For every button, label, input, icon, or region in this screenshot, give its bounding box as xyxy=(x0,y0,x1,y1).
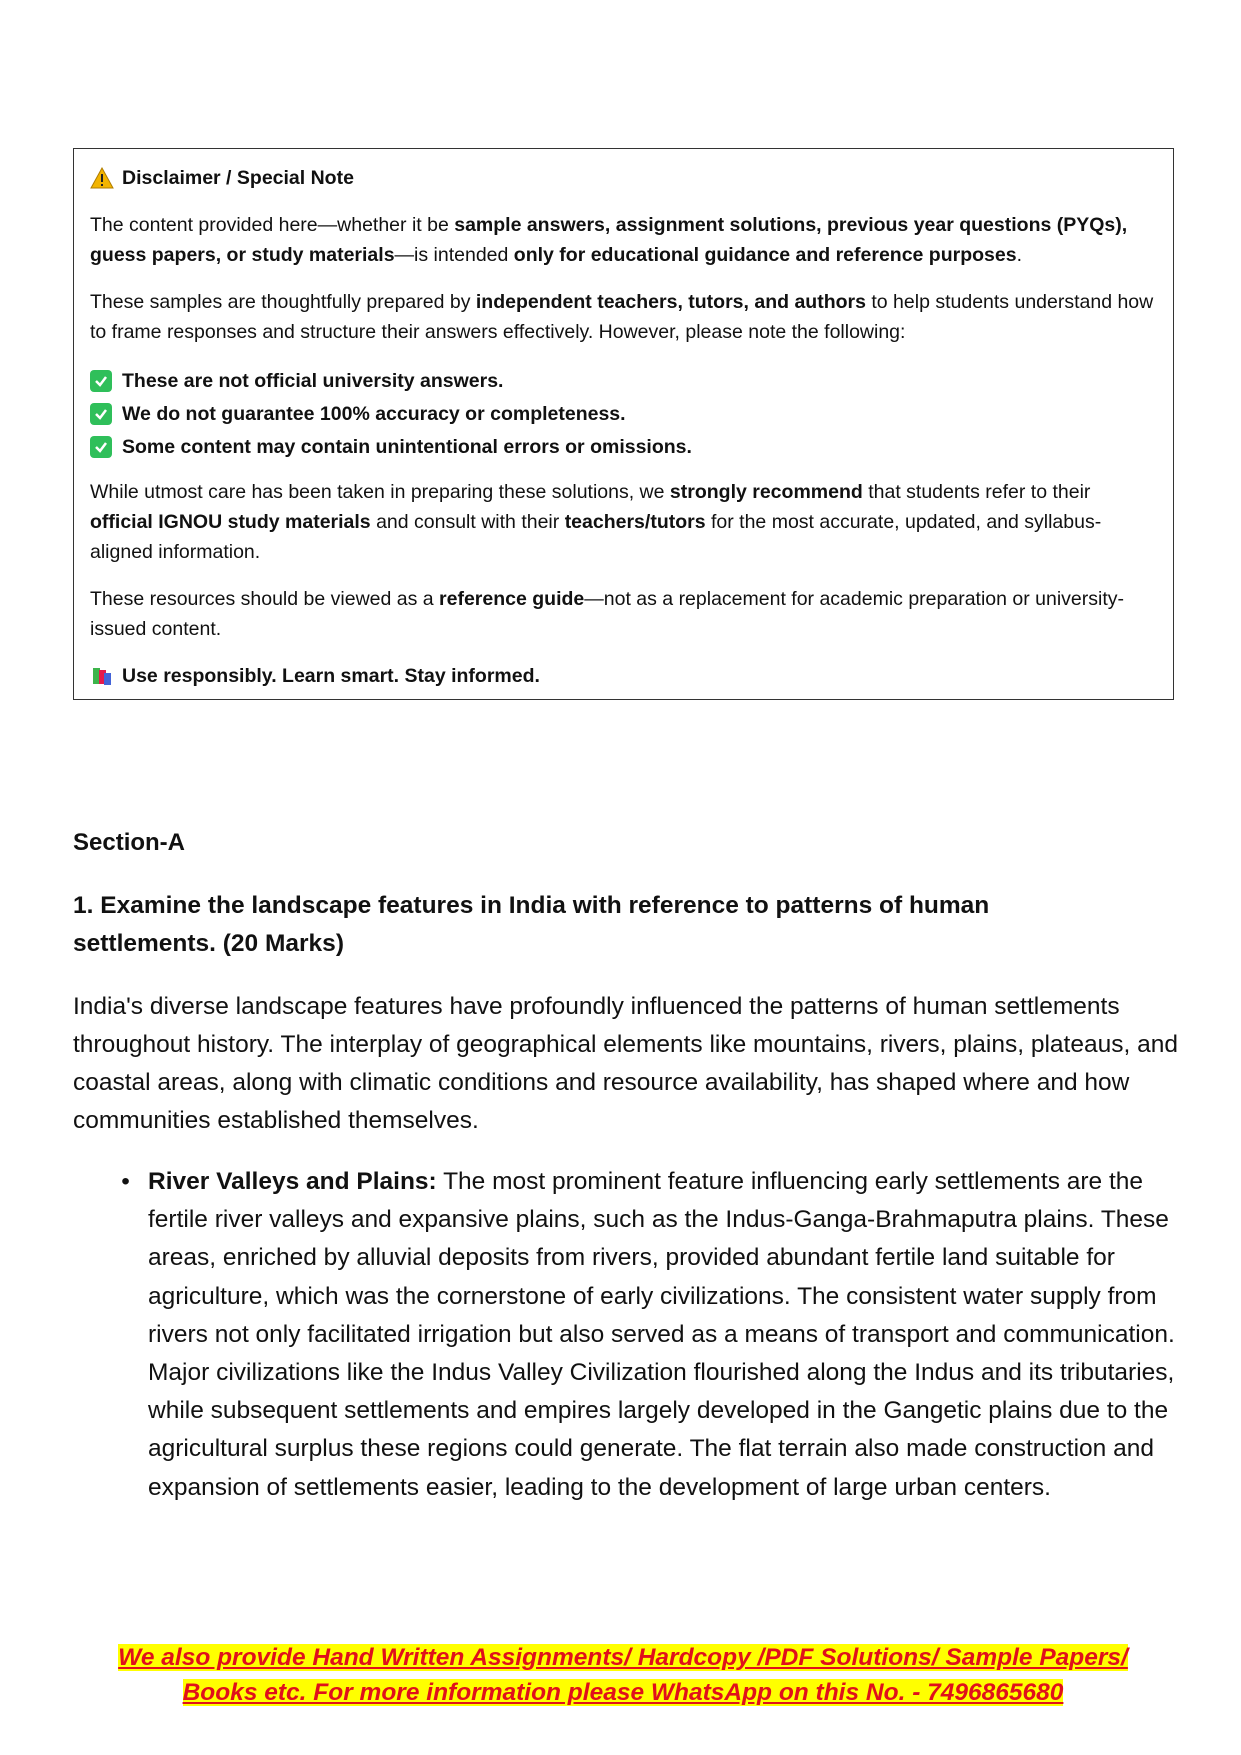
disclaimer-paragraph-4: These resources should be viewed as a reference guide—not as a replacement for academic preparation or university-issued content. xyxy=(90,588,1125,640)
bullet-marker: • xyxy=(121,1168,130,1195)
disclaimer-paragraph-2: These samples are thoughtfully prepared by independent teachers, tutors, and authors to help students understand how to frame responses and structure their answers effectively. However, please note the following: xyxy=(90,291,1154,343)
disclaimer-paragraph-3: While utmost care has been taken in preparing these solutions, we strongly recommend that students refer to their official IGNOU study materials and consult with their teachers/tutors for the most accurate, updated, and syllabus-aligned information. xyxy=(90,481,1102,563)
footer-line-1: We also provide Hand Written Assignments/ Hardcopy /PDF Solutions/ Sample Papers/ xyxy=(118,1644,1128,1671)
books-icon xyxy=(90,664,114,688)
disclaimer-title: Disclaimer / Special Note xyxy=(90,163,1157,193)
check-icon xyxy=(90,403,112,425)
warning-icon xyxy=(90,167,114,189)
check-icon xyxy=(90,370,112,392)
check-icon xyxy=(90,436,112,458)
intro-paragraph: India's diverse landscape features have profoundly influenced the patterns of human settlements throughout history. The interplay of geographical elements like mountains, rivers, plains, plateaus, and coastal areas, along with climatic conditions and resource availability, has shaped where and how communities established themselves. xyxy=(73,993,1178,1134)
bullet-text: River Valleys and Plains: The most prominent feature influencing early settlements are the fertile river valleys and expansive plains, such as the Indus-Ganga-Brahmaputra plains. These areas, enriched by alluvial deposits from rivers, provided abundant fertile land suitable for agriculture, which was the cornerstone of early civilizations. The consistent water supply from rivers not only facilitated irrigation but also served as a means of transport and communication. Major civilizations like the Indus Valley Civilization flourished along the Indus and its tributaries, while subsequent settlements and empires largely developed in the Gangetic plains due to the agricultural surplus these regions could generate. The flat terrain also made construction and expansion of settlements easier, leading to the development of large urban centers. xyxy=(148,1168,1175,1501)
bullet-heading: River Valleys and Plains: xyxy=(148,1168,437,1195)
disclaimer-box xyxy=(73,148,1174,700)
list-item xyxy=(73,1163,1183,1507)
section-heading: Section-A xyxy=(73,829,186,856)
checklist xyxy=(90,364,1157,463)
check-item: We do not guarantee 100% accuracy or completeness. xyxy=(90,397,1157,430)
check-item: These are not official university answers. xyxy=(90,364,1157,397)
footer-promo xyxy=(73,1640,1173,1710)
footer-line-2: Books etc. For more information please WhatsApp on this No. - 7496865680 xyxy=(182,1679,1064,1706)
closing-line: Use responsibly. Learn smart. Stay informed. xyxy=(90,661,1157,691)
disclaimer-paragraph-1: The content provided here—whether it be sample answers, assignment solutions, previous year questions (PYQs), guess papers, or study materials—is intended only for educational guidance and reference purposes. xyxy=(90,214,1128,266)
check-item: Some content may contain unintentional errors or omissions. xyxy=(90,430,1157,463)
question-heading: 1. Examine the landscape features in India with reference to patterns of human settlements. (20 Marks) xyxy=(73,892,990,957)
